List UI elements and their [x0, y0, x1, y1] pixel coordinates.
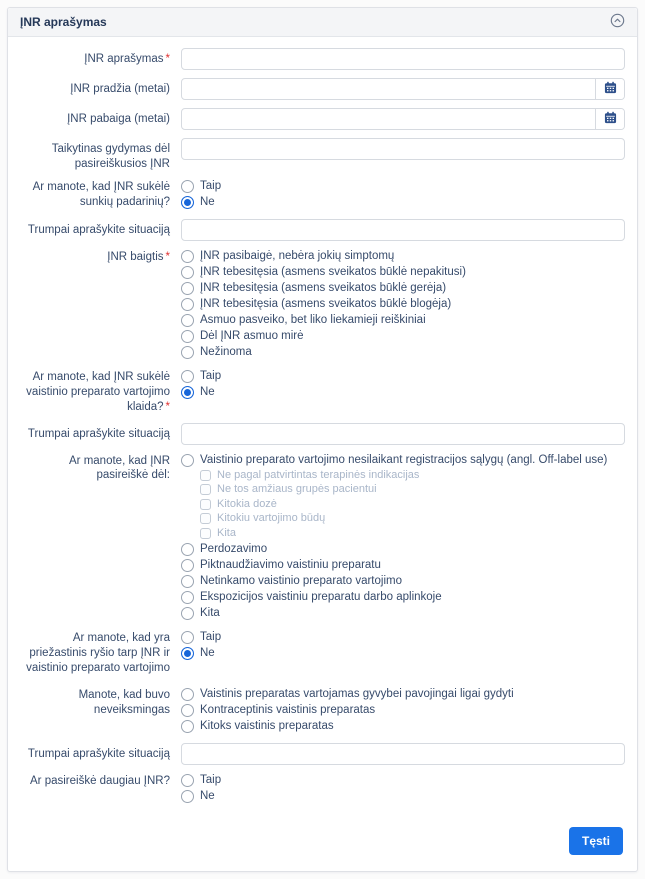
field-label: ĮNR pradžia (metai) — [70, 83, 170, 95]
radio-icon[interactable] — [181, 282, 194, 295]
field-label: Trumpai aprašykite situaciją — [27, 427, 170, 440]
form-body — [8, 37, 637, 871]
field-label: Trumpai aprašykite situaciją — [27, 224, 170, 237]
radio-option[interactable] — [181, 313, 625, 328]
radio-option[interactable] — [181, 281, 625, 296]
inr-pradzia-input[interactable] — [182, 79, 595, 99]
radio-option-ne[interactable] — [181, 385, 625, 400]
radio-option-ne[interactable] — [181, 646, 625, 661]
panel-header — [8, 8, 637, 37]
radio-option-label: Vaistinis preparatas vartojamas gyvybei pavojingai ligai gydyti — [200, 688, 514, 701]
radio-icon[interactable] — [181, 386, 194, 399]
situacija-2-input[interactable] — [181, 423, 625, 445]
field-label: Ar manote, kad ĮNR pasireiškė dėl: — [69, 454, 170, 482]
field-row-neveiksmingas — [20, 687, 625, 735]
radio-icon[interactable] — [181, 543, 194, 556]
radio-option-label: Ne — [200, 647, 215, 660]
radio-icon[interactable] — [181, 250, 194, 263]
checkbox-icon — [200, 484, 211, 495]
radio-option-label: ĮNR pasibaigė, nebėra jokių simptomų — [200, 250, 395, 263]
radio-option-label: Taip — [200, 631, 222, 644]
inr-aprasymas-input[interactable] — [181, 48, 625, 70]
checkbox-icon — [200, 470, 211, 481]
radio-icon[interactable] — [181, 266, 194, 279]
checkbox-icon — [200, 499, 211, 510]
radio-option[interactable] — [181, 265, 625, 280]
radio-icon[interactable] — [181, 607, 194, 620]
required-asterisk: * — [165, 251, 170, 264]
radio-option-off-label[interactable] — [181, 453, 625, 468]
field-label: Taikytinas gydymas dėl pasireiškusios ĮNR — [51, 143, 170, 170]
collapse-button[interactable] — [610, 13, 625, 31]
field-label: ĮNR baigtis * — [107, 251, 170, 264]
field-row-situacija-1 — [20, 219, 625, 241]
field-label: Ar manote, kad ĮNR sukėlė sunkių padarinių? — [32, 181, 170, 209]
radio-icon[interactable] — [181, 180, 194, 193]
inr-description-panel — [7, 7, 638, 872]
form-footer — [20, 813, 625, 867]
radio-icon[interactable] — [181, 370, 194, 383]
radio-icon[interactable] — [181, 454, 194, 467]
checkbox-option-label: Kitokiu vartojimo būdų — [217, 512, 326, 525]
radio-option[interactable] — [181, 719, 625, 734]
radio-group — [181, 773, 625, 805]
checkbox-icon — [200, 528, 211, 539]
radio-icon[interactable] — [181, 298, 194, 311]
field-label: ĮNR aprašymas * — [84, 53, 170, 65]
radio-option-label: Ne — [200, 386, 215, 399]
field-row-situacija-2 — [20, 423, 625, 445]
calendar-icon — [604, 111, 617, 127]
field-label: ĮNR pabaiga (metai) — [67, 113, 170, 125]
field-row-baigtis — [20, 249, 625, 361]
radio-option-label: Piktnaudžiavimo vaistiniu preparatu — [200, 559, 381, 572]
checkbox-option — [200, 527, 625, 541]
radio-group — [181, 369, 625, 414]
off-label-sub-options — [200, 469, 625, 541]
field-label: Trumpai aprašykite situaciją — [27, 748, 170, 761]
radio-option-label: Netinkamo vaistinio preparato vartojimo — [200, 575, 402, 588]
radio-option-label: Perdozavimo — [200, 543, 268, 556]
radio-option-ne[interactable] — [181, 195, 625, 210]
radio-option-label: Kontraceptinis vaistinis preparatas — [200, 704, 376, 717]
radio-option-label: ĮNR tebesitęsia (asmens sveikatos būklė nepakitusi) — [200, 266, 466, 279]
required-asterisk: * — [165, 53, 170, 65]
radio-option-taip[interactable] — [181, 179, 625, 194]
checkbox-option — [200, 498, 625, 512]
continue-button[interactable]: Tęsti — [569, 827, 623, 855]
checkbox-option — [200, 469, 625, 483]
radio-option-taip[interactable] — [181, 369, 625, 384]
radio-option[interactable] — [181, 297, 625, 312]
radio-option[interactable] — [181, 590, 625, 605]
radio-option-label: Kita — [200, 607, 220, 620]
radio-icon[interactable] — [181, 559, 194, 572]
situacija-1-input[interactable] — [181, 219, 625, 241]
radio-option-label: Taip — [200, 370, 222, 383]
situacija-3-input[interactable] — [181, 743, 625, 765]
radio-option-label: ĮNR tebesitęsia (asmens sveikatos būklė blogėja) — [200, 298, 452, 311]
radio-option[interactable] — [181, 574, 625, 589]
inr-pradzia-calendar-button[interactable] — [595, 79, 624, 99]
field-row-gydymas — [20, 138, 625, 171]
radio-option-label: Taip — [200, 180, 222, 193]
radio-group — [181, 687, 625, 735]
radio-option[interactable] — [181, 329, 625, 344]
field-label: Manote, kad buvo neveiksmingas — [78, 689, 170, 716]
checkbox-option — [200, 512, 625, 526]
radio-option[interactable] — [181, 558, 625, 573]
radio-icon[interactable] — [181, 790, 194, 803]
radio-icon[interactable] — [181, 688, 194, 701]
radio-option-label: Ekspozicijos vaistiniu preparatu darbo aplinkoje — [200, 591, 442, 604]
radio-option-label: ĮNR tebesitęsia (asmens sveikatos būklė gerėja) — [200, 282, 447, 295]
calendar-icon — [604, 81, 617, 97]
checkbox-option — [200, 483, 625, 497]
radio-option-ne[interactable] — [181, 789, 625, 804]
field-row-inr-pabaiga — [20, 108, 625, 130]
radio-icon[interactable] — [181, 631, 194, 644]
radio-option[interactable] — [181, 345, 625, 360]
checkbox-option-label: Ne tos amžiaus grupės pacientui — [217, 483, 377, 496]
radio-option-taip[interactable] — [181, 630, 625, 645]
radio-option-label: Taip — [200, 774, 222, 787]
radio-option[interactable] — [181, 687, 625, 702]
field-row-priezastinis — [20, 630, 625, 675]
radio-icon[interactable] — [181, 720, 194, 733]
chevron-up-circle-icon — [610, 13, 625, 31]
field-row-situacija-3 — [20, 743, 625, 765]
field-row-inr-pradzia — [20, 78, 625, 100]
radio-option-label: Dėl ĮNR asmuo mirė — [200, 330, 304, 343]
field-label: Ar manote, kad ĮNR sukėlė vaistinio preparato vartojimo klaida? * — [26, 371, 170, 413]
checkbox-option-label: Kita — [217, 526, 236, 539]
inr-pabaiga-input[interactable] — [182, 109, 595, 129]
radio-option[interactable] — [181, 606, 625, 621]
radio-group — [181, 630, 625, 675]
radio-icon[interactable] — [181, 330, 194, 343]
radio-option[interactable] — [181, 542, 625, 557]
field-row-inr-aprasymas — [20, 48, 625, 70]
gydymas-input[interactable] — [181, 138, 625, 160]
radio-group — [181, 179, 625, 211]
field-row-klaida — [20, 369, 625, 414]
inr-pabaiga-date-field — [181, 108, 625, 130]
radio-group — [181, 453, 625, 623]
radio-option-label: Kitoks vaistinis preparatas — [200, 720, 334, 733]
radio-option-label: Vaistinio preparato vartojimo nesilaikant registracijos sąlygų (angl. Off-label use) — [200, 453, 608, 466]
radio-icon[interactable] — [181, 575, 194, 588]
radio-icon[interactable] — [181, 647, 194, 660]
field-label: Ar manote, kad yra priežastinis ryšio tarp ĮNR ir vaistinio preparato vartojimo — [26, 632, 170, 674]
checkbox-icon — [200, 513, 211, 524]
radio-icon[interactable] — [181, 591, 194, 604]
radio-icon[interactable] — [181, 196, 194, 209]
radio-option-taip[interactable] — [181, 773, 625, 788]
required-asterisk: * — [165, 400, 170, 413]
checkbox-option-label: Kitokia dozė — [217, 497, 277, 510]
radio-option-label: Ne — [200, 790, 215, 803]
checkbox-option-label: Ne pagal patvirtintas terapinės indikacijas — [217, 468, 420, 481]
radio-group — [181, 249, 625, 361]
field-row-sunkus-padariniai — [20, 179, 625, 211]
radio-option-label: Asmuo pasveiko, bet liko liekamieji reiškiniai — [200, 314, 426, 327]
radio-option-label: Ne — [200, 196, 215, 209]
radio-option[interactable] — [181, 249, 625, 264]
field-row-daugiau-inr — [20, 773, 625, 805]
radio-option-label: Nežinoma — [200, 346, 252, 359]
inr-pradzia-date-field — [181, 78, 625, 100]
inr-pabaiga-calendar-button[interactable] — [595, 109, 624, 129]
radio-icon[interactable] — [181, 774, 194, 787]
radio-icon[interactable] — [181, 314, 194, 327]
field-label: Ar pasireiškė daugiau ĮNR? — [30, 775, 170, 788]
field-row-pasireiske-del — [20, 453, 625, 623]
radio-option[interactable] — [181, 703, 625, 718]
radio-icon[interactable] — [181, 346, 194, 359]
radio-icon[interactable] — [181, 704, 194, 717]
panel-title: ĮNR aprašymas — [20, 15, 107, 29]
